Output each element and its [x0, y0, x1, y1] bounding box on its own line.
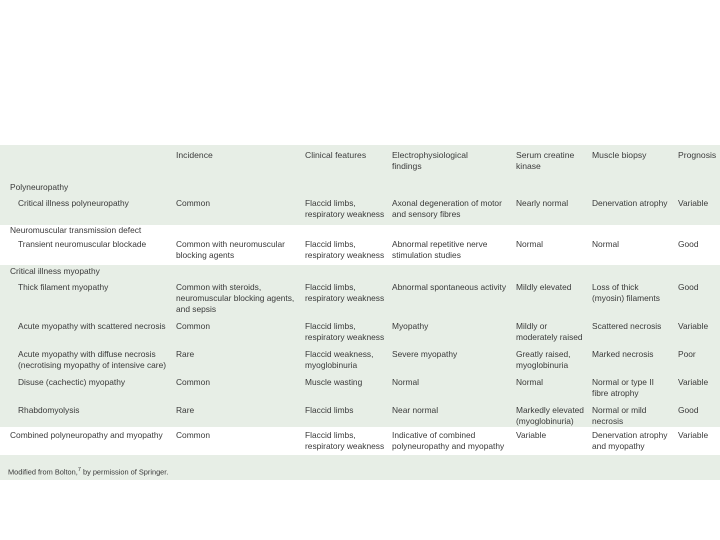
cell-biopsy: Scattered necrosis [592, 321, 662, 331]
cell-electro: Abnormal spontaneous activity [392, 282, 507, 292]
group-nmt: Neuromuscular transmission defect [10, 225, 142, 235]
row-label: Transient neuromuscular blockade [18, 239, 147, 249]
cell-text: Markedly elevated [516, 405, 584, 415]
clinical-table [0, 145, 720, 480]
cell-biopsy: Marked necrosis [592, 349, 654, 359]
cell-text: Axonal degeneration of motor [392, 198, 502, 208]
cell-text: (myosin) filaments [592, 293, 660, 303]
cell-text: Flaccid limbs, [305, 239, 356, 249]
cell-ck: Mildly elevated [516, 282, 572, 292]
cell-text: Flaccid limbs, [305, 321, 356, 331]
cell-clinical [305, 321, 387, 343]
row-label: Disuse (cachectic) myopathy [18, 377, 126, 387]
cell-electro [392, 198, 512, 220]
cell-electro: Near normal [392, 405, 439, 415]
cell-text: Mildly or [516, 321, 548, 331]
cell-text: fibre atrophy [592, 388, 639, 398]
cell-text: respiratory weakness [305, 250, 385, 260]
cell-ck: Variable [516, 430, 547, 440]
cell-text: respiratory weakness [305, 209, 385, 219]
section-nmt [0, 225, 720, 265]
row-label: Rhabdomyolysis [18, 405, 80, 415]
cell-text: Acute myopathy with diffuse necrosis [18, 349, 156, 359]
cell-prognosis: Variable [678, 198, 709, 208]
header-ck-line1: Serum creatine [516, 150, 575, 160]
header-incidence: Incidence [176, 150, 213, 160]
cell-prognosis: Good [678, 405, 699, 415]
cell-incidence: Common [176, 321, 210, 331]
cell-clinical: Muscle wasting [305, 377, 363, 387]
cell-ck [516, 405, 590, 427]
section-combined [0, 427, 720, 455]
section-myopathy [0, 265, 720, 427]
cell-ck: Normal [516, 377, 543, 387]
footnote-tail: by permission of Springer. [80, 467, 169, 477]
header-muscle-biopsy: Muscle biopsy [592, 150, 647, 160]
cell-text: Flaccid limbs, [305, 282, 356, 292]
row-label: Thick filament myopathy [18, 282, 109, 292]
cell-ck: Nearly normal [516, 198, 569, 208]
cell-text: and sepsis [176, 304, 217, 314]
cell-text: Greatly raised, [516, 349, 571, 359]
cell-prognosis: Variable [678, 377, 709, 387]
cell-electro [392, 239, 512, 261]
cell-text: Common with neuromuscular [176, 239, 285, 249]
cell-incidence: Rare [176, 349, 195, 359]
cell-incidence: Rare [176, 405, 195, 415]
cell-clinical [305, 282, 387, 304]
cell-clinical [305, 198, 387, 220]
cell-text: (myoglobinuria) [516, 416, 574, 426]
cell-clinical [305, 430, 387, 452]
cell-text: necrosis [592, 416, 624, 426]
header-serum-ck [516, 150, 574, 172]
section-polyneuropathy [0, 181, 720, 225]
cell-text: Abnormal repetitive nerve [392, 239, 488, 249]
cell-electro: Myopathy [392, 321, 429, 331]
cell-biopsy [592, 377, 674, 399]
cell-clinical [305, 239, 387, 261]
cell-text: Indicative of combined [392, 430, 476, 440]
cell-text: moderately raised [516, 332, 583, 342]
cell-text: Loss of thick [592, 282, 639, 292]
cell-electro [392, 430, 512, 452]
header-electro-line2: findings [392, 161, 422, 171]
cell-text: neuromuscular blocking agents, [176, 293, 295, 303]
header-prognosis: Prognosis [678, 150, 717, 160]
cell-electro: Severe myopathy [392, 349, 458, 359]
cell-ck [516, 321, 590, 343]
cell-incidence [176, 239, 296, 261]
cell-prognosis: Variable [678, 430, 709, 440]
cell-text: myoglobinuria [516, 360, 569, 370]
cell-text: Flaccid limbs, [305, 198, 356, 208]
group-myopathy: Critical illness myopathy [10, 266, 100, 276]
cell-text: Common with steroids, [176, 282, 262, 292]
cell-incidence [176, 282, 296, 315]
cell-clinical [305, 349, 387, 371]
header-electro-line1: Electrophysiological [392, 150, 468, 160]
row-label: Critical illness polyneuropathy [18, 198, 129, 208]
cell-incidence: Common [176, 198, 210, 208]
group-polyneuropathy: Polyneuropathy [10, 182, 69, 192]
table-header [0, 145, 720, 181]
row-label [18, 349, 166, 371]
cell-biopsy [592, 405, 674, 427]
header-clinical-features: Clinical features [305, 150, 367, 160]
cell-prognosis: Good [678, 282, 699, 292]
cell-biopsy: Normal [592, 239, 619, 249]
cell-text: Normal or mild [592, 405, 647, 415]
cell-text: respiratory weakness [305, 441, 385, 451]
cell-clinical: Flaccid limbs [305, 405, 354, 415]
cell-text: blocking agents [176, 250, 235, 260]
row-label: Combined polyneuropathy and myopathy [10, 430, 163, 440]
cell-text: Denervation atrophy [592, 430, 668, 440]
cell-text: polyneuropathy and myopathy [392, 441, 505, 451]
footnote-text: Modified from Bolton, [8, 467, 78, 477]
cell-text: Flaccid limbs, [305, 430, 356, 440]
cell-ck [516, 349, 590, 371]
cell-incidence: Common [176, 377, 210, 387]
cell-text: respiratory weakness [305, 293, 385, 303]
cell-biopsy [592, 430, 674, 452]
cell-biopsy [592, 282, 674, 304]
cell-electro: Normal [392, 377, 419, 387]
header-electrophysiological [392, 150, 468, 172]
cell-text: respiratory weakness [305, 332, 385, 342]
cell-text: (necrotising myopathy of intensive care) [18, 360, 167, 370]
footnote-ref: 7 [77, 467, 81, 473]
cell-prognosis: Good [678, 239, 699, 249]
cell-text: and myopathy [592, 441, 645, 451]
cell-biopsy: Denervation atrophy [592, 198, 668, 208]
row-label: Acute myopathy with scattered necrosis [18, 321, 166, 331]
cell-prognosis: Poor [678, 349, 696, 359]
table-footnote [8, 465, 168, 477]
cell-incidence: Common [176, 430, 210, 440]
cell-prognosis: Variable [678, 321, 709, 331]
cell-text: myoglobinuria [305, 360, 358, 370]
cell-text: and sensory fibres [392, 209, 461, 219]
cell-text: Normal or type II [592, 377, 654, 387]
cell-ck: Normal [516, 239, 543, 249]
header-ck-line2: kinase [516, 161, 541, 171]
cell-text: stimulation studies [392, 250, 461, 260]
cell-text: Flaccid weakness, [305, 349, 374, 359]
